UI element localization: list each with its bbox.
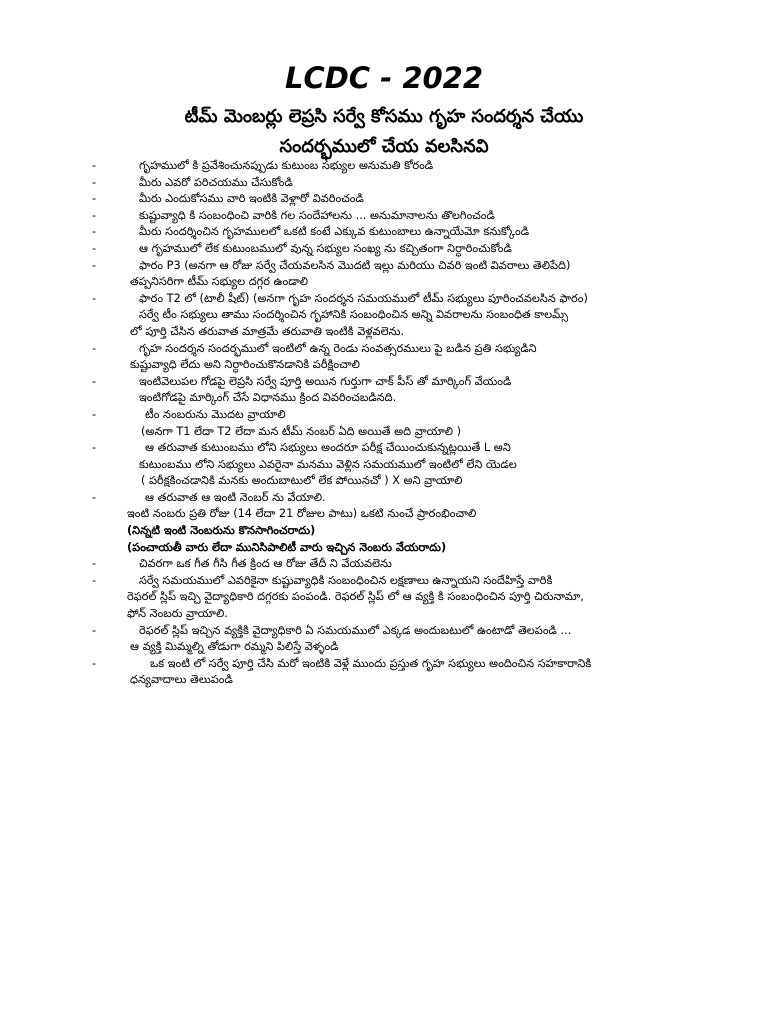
list-item-text: ధన్యవాదాలు తెలుపండి — [130, 673, 233, 687]
list-item-continuation — [0, 307, 768, 324]
list-item-text: ( పరీక్షకించడానికి మనకు అందుబాటులో లేక పోయినచో ) X అని వ్రాయాలి — [141, 474, 463, 488]
bullet-dash: - — [92, 291, 97, 305]
list-item-continuation — [0, 473, 768, 490]
list-item-text: (పంచాయతీ వారు లేదా మునిసిపాలిటీ వారు ఇచ్చిన నెంబరు వేయరాదు) — [127, 540, 447, 554]
list-item-continuation — [0, 274, 768, 291]
list-item-continuation — [0, 540, 768, 557]
list-item-continuation — [0, 639, 768, 656]
list-item — [0, 656, 768, 673]
bullet-dash: - — [92, 557, 97, 571]
list-item-text: మీరు ఎవరో పరిచయము చేసుకోండి — [139, 175, 293, 189]
list-item-text: కుష్టువ్యాధి కి సంబంధించి వారికి గల సందేహాలను ... అనుమానాలను తొలగించండి — [139, 208, 495, 222]
list-item-continuation — [0, 672, 768, 689]
bullet-dash: - — [92, 159, 97, 172]
list-item-text: చివరగా ఒక గీత గీసి గీత క్రింద ఆ రోజు తేదీ ని వేయవలెను — [139, 557, 392, 571]
list-item-text: (నిన్నటి ఇంటి నెంబరును కొనసాగించరాదు) — [127, 524, 316, 538]
list-item-text: ఇంటి నంబరు ప్రతి రోజు (14 లేదా 21 రోజుల పాటు) ఒకటి నుంచే ప్రారంభించాలి — [127, 507, 477, 521]
bullet-dash: - — [92, 208, 97, 222]
list-item — [0, 374, 768, 391]
list-item — [0, 208, 768, 225]
bullet-dash: - — [92, 623, 97, 637]
list-item-text: రెఫరల్ స్లిప్ ఇచ్చి వైద్యాధికారి దగ్గరకు పంపండి. రెఫరల్ స్లిప్ లో ఆ వ్యక్తి కి సంబంధించిన పూర్తి చిరునామా, — [127, 590, 584, 604]
list-item-text: ఇంటిగోడపై మార్కింగ్ చేసే విధానము క్రింద వివరించబడినది. — [139, 391, 397, 405]
list-item-continuation — [0, 357, 768, 374]
list-item-continuation — [0, 324, 768, 341]
bullet-dash: - — [92, 573, 97, 587]
bullet-dash: - — [92, 341, 97, 355]
list-item-text: సర్వే సమయములో ఎవరికైనా కుష్టువ్యాధికి సంబంధించిన లక్షణాలు ఉన్నాయని సందేహిస్తే వారికి — [139, 573, 553, 587]
list-item-text: ఆ వ్యక్తి మిమ్మల్ని తోడుగా రమ్మని పిలిస్తే వెళ్ళండి — [130, 640, 339, 654]
list-item-text: ఆ తరువాత కుటుంబము లోని సభ్యులు అందరూ పరీక్ష చేయించుకున్నట్లయితే L అని — [145, 441, 511, 455]
list-item — [0, 258, 768, 275]
list-item-text: లో పూర్తి చేసిన తరువాత మాత్రమే తరువాతి ఇంటికి వెళ్లవలెను. — [130, 324, 405, 338]
list-item — [0, 573, 768, 590]
list-item-text: సర్వే టీం సభ్యులు తాము సందర్శించిన గృహానికి సంబంధించిన అన్ని వివరాలను సంబంధిత కాలమ్స్ — [139, 308, 569, 322]
list-item — [0, 341, 768, 358]
instruction-list — [0, 158, 768, 689]
list-item — [0, 158, 768, 175]
list-item — [0, 241, 768, 258]
list-item-continuation — [0, 506, 768, 523]
list-item — [0, 490, 768, 507]
list-item-text: మీరు సందర్శించిన గృహములలో ఒకటి కంటే ఎక్కువ కుటుంబాలు ఉన్నాయేమో కనుక్కోండి — [139, 225, 530, 239]
list-item-text: ఫారం P3 (అనగా ఆ రోజు సర్వే చేయవలసిన మొదటి ఇల్లు మరియు చివరి ఇంటి వివరాలు తెలిపేది) — [139, 258, 571, 272]
bullet-dash: - — [92, 490, 97, 504]
list-item — [0, 191, 768, 208]
list-item-text: రెఫరల్ స్లిప్ ఇచ్చిన వ్యక్తికి వైద్యాధికారి ఏ సమయములో ఎక్కడ అందుబటులో ఉంటాడో తెలపండి ... — [139, 623, 572, 637]
list-item-continuation — [0, 606, 768, 623]
bullet-dash: - — [92, 656, 97, 670]
list-item-continuation — [0, 523, 768, 540]
list-item-text: ఆ తరువాత ఆ ఇంటి నెంబర్ ను వేయాలి. — [145, 490, 326, 504]
list-item — [0, 556, 768, 573]
list-item — [0, 291, 768, 308]
list-item-text: ఆ గృహములో లేక కుటుంబములో వున్న సభ్యుల సంఖ్య ను కచ్చితంగా నిర్ధారించుకోండి — [139, 241, 512, 255]
bullet-dash: - — [92, 407, 97, 421]
bullet-dash: - — [92, 374, 97, 388]
list-item-text: కుటుంబము లోని సభ్యులు ఎవరైనా మనము వెళ్లిన సమయములో ఇంటిలో లేని యెడల — [139, 457, 517, 471]
bullet-dash: - — [92, 258, 97, 272]
list-item-text: గృహములో కి ప్రవేశించునప్పుడు కుటుంబ సభ్యుల అనుమతి కోరండి — [139, 159, 434, 172]
list-item — [0, 623, 768, 640]
bullet-dash: - — [92, 225, 97, 239]
subtitle-line-1: టీమ్ మెంబర్లు లెప్రసి సర్వే కోసము గృహ సందర్శన చేయు — [184, 106, 584, 127]
list-item-text: కుష్టువ్యాధి లేదు అని నిర్ధారించుకొనడానికి పరీక్షించాలి — [130, 358, 360, 372]
list-item-continuation — [0, 424, 768, 441]
list-item-text: ఇంటివెలుపల గోడపై లెప్రసి సర్వే పూర్తి అయిన గుర్తుగా చాక్ పీస్ తో మార్కింగ్ వేయండి — [139, 374, 512, 388]
list-item-text: మీరు ఎందుకోసము వారి ఇంటికి వెళ్లారో వివరించండి — [139, 192, 364, 206]
bullet-dash: - — [92, 241, 97, 255]
list-item-continuation — [0, 457, 768, 474]
list-item-text: (అనగా T1 లేదా T2 లేదా మన టీమ్ నంబర్ ఏది అయితే అది వ్రాయాలి ) — [141, 424, 462, 438]
list-item — [0, 440, 768, 457]
bullet-dash: - — [92, 175, 97, 189]
list-item-text: ఒక ఇంటి లో సర్వే పూర్తి చేసి మరో ఇంటికి వెళ్లే ముందు ప్రస్తుత గృహ సభ్యులు అందించిన సహకారానికి — [150, 656, 592, 670]
bullet-dash: - — [92, 192, 97, 206]
list-item — [0, 407, 768, 424]
list-item-text: గృహ సందర్శన సందర్భములో ఇంటిలో ఉన్న రెండు సంవత్సరములు పై బడిన ప్రతి సభ్యుడిని — [139, 341, 537, 355]
list-item-text: తప్పనిసరిగా టీమ్ సభ్యుల దగ్గర ఉండాలి — [130, 275, 309, 289]
list-item-text: టీం నంబరును మొదట వ్రాయాలి — [145, 407, 286, 421]
list-item-continuation — [0, 589, 768, 606]
bullet-dash: - — [92, 441, 97, 455]
list-item-text: ఫారం T2 లో (టాలీ షీట్) (అనగా గృహ సందర్శన సమయములో టీమ్ సభ్యులు పూరించవలసిన ఫారం) — [139, 291, 588, 305]
list-item-continuation — [0, 390, 768, 407]
list-item — [0, 175, 768, 192]
document-title: LCDC - 2022 — [284, 61, 484, 95]
list-item-text: ఫోన్ నెంబరు వ్రాయాలి. — [127, 607, 228, 621]
list-item — [0, 224, 768, 241]
subtitle-line-2: సందర్భములో చేయ వలసినవి — [279, 136, 489, 157]
